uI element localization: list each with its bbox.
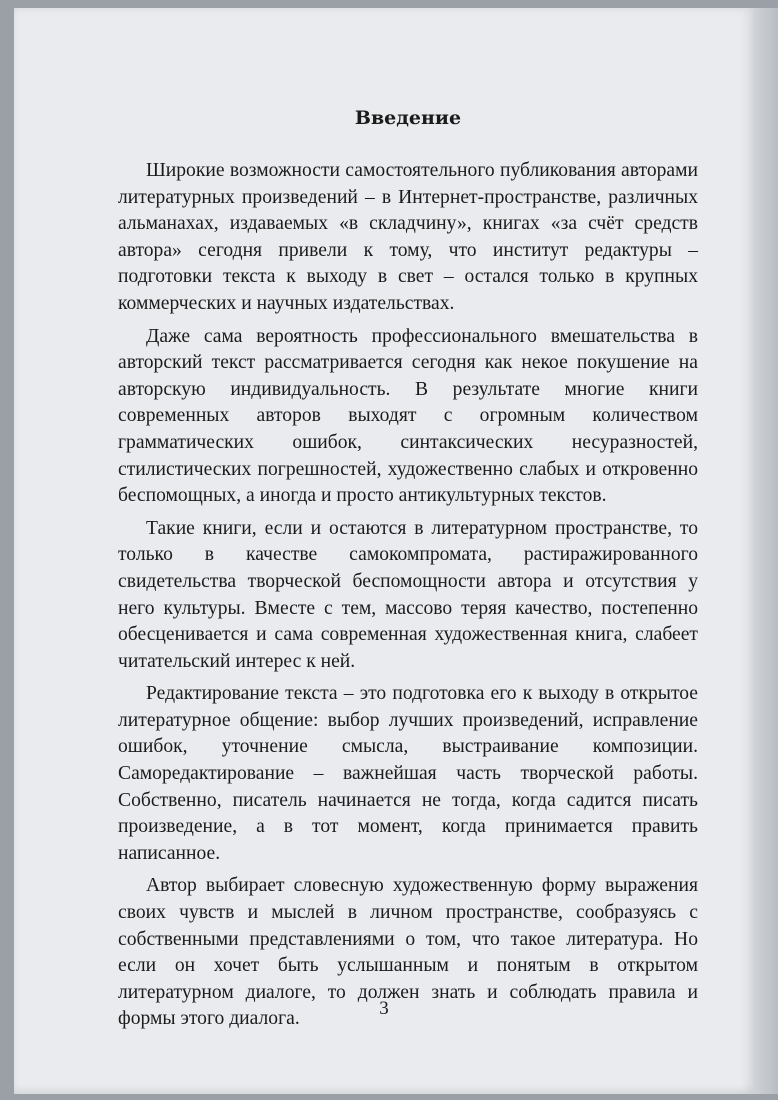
- paragraph-5: Автор выбирает словесную художественную форму выражения своих чувств и мыслей в личном пространстве, сообразуясь с собственными представлениями о том, что такое литература. Но если он хочет быть услышанным и понятым в открытом литературном диалоге, то должен знать и соблюдать правила и формы этого диалога.: [118, 875, 698, 1030]
- page-title: Введение: [354, 107, 462, 129]
- paragraph-1: Широкие возможности самостоятельного публикования авторами литературных произведений – в Интернет-пространстве, различных альманахах, издаваемых «в складчину», книгах «за счёт средств автора» сегодня привели к тому, что институт редактуры – подготовки текста к выходу в свет – остался только в крупных коммерческих и научных издательствах.: [118, 160, 698, 314]
- book-page: [14, 8, 754, 1094]
- paragraph-4: Редактирование текста – это подготовка его к выходу в открытое литературное общение: выбор лучших произведений, исправление ошибок, уточнение смысла, выстраивание композиции. Саморедактирование – важнейшая часть творческой работы. Собственно, писатель начинается не тогда, когда садится писать произведение, а в тот момент, когда принимается править написанное.: [118, 683, 698, 864]
- paragraph-2: Даже сама вероятность профессионального вмешательства в авторский текст рассматривается сегодня как некое покушение на авторскую индивидуальность. В результате многие книги современных авторов выходят с огромным количеством грамматических ошибок, синтаксических несуразностей, стилистических погрешностей, художественно слабых и откровенно беспомощных, а иногда и просто антикультурных текстов.: [118, 325, 698, 507]
- page-content: [118, 104, 698, 1039]
- page-edge: [754, 8, 778, 1094]
- paragraph-3: Такие книги, если и остаются в литературном пространстве, то только в качестве самокомпромата, растиражированного свидетельства творческой беспомощности автора и отсутствия у него культуры. Вместе с тем, массово теряя качество, постепенно обесценивается и сама современная художественная книга, слабеет читательский интерес к ней.: [118, 517, 698, 672]
- page-number: 3: [379, 998, 389, 1019]
